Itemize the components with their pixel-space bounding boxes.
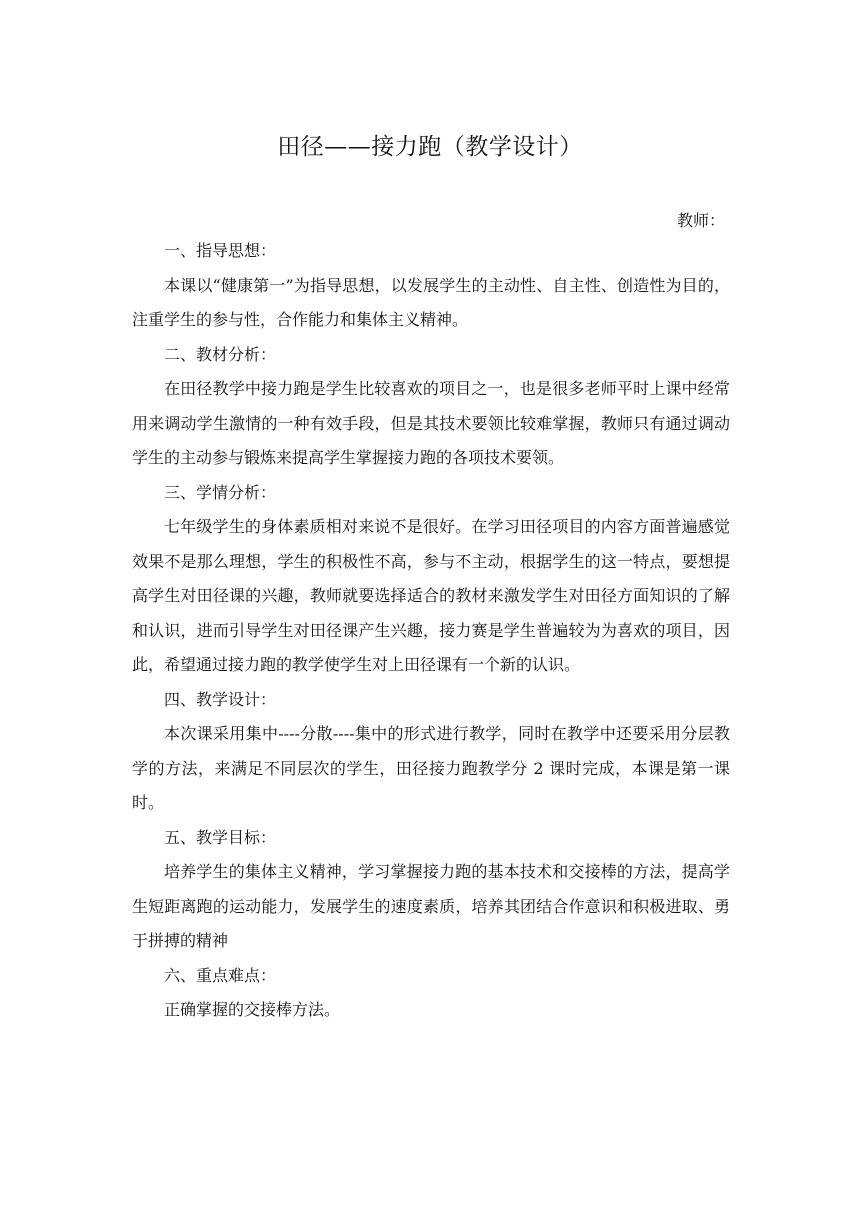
document-title: 田径——接力跑（教学设计）	[277, 134, 583, 160]
paragraph-student-analysis: 七年级学生的身体素质相对来说不是很好。在学习田径项目的内容方面普遍感觉效果不是那么理想，学生的积极性不高，参与不主动，根据学生的这一特点，要想提高学生对田径课的兴趣，教师就要选择适合的教材来激发学生对田径方面知识的了解和认识，进而引导学生对田径课产生兴趣，接力赛是学生普遍较为为喜欢的项目，因此，希望通过接力跑的教学使学生对上田径课有一个新的认识。	[132, 517, 730, 674]
section-heading-guiding-idea: 一、指导思想：	[164, 241, 277, 260]
section-heading-key-points: 六、重点难点：	[164, 965, 277, 985]
paragraph-key-points: 正确掌握的交接棒方法。	[164, 1000, 341, 1019]
section-heading-student-analysis: 三、学情分析：	[164, 482, 277, 502]
section-heading-teaching-design: 四、教学设计：	[164, 689, 277, 709]
paragraph-material-analysis: 在田径教学中接力跑是学生比较喜欢的项目之一，也是很多老师平时上课中经常用来调动学生激情的一种有效手段，但是其技术要领比较难掌握，教师只有通过调动学生的主动参与锻炼来提高学生掌握接力跑的各项技术要领。	[132, 379, 730, 467]
teacher-label: 教师：	[676, 211, 725, 230]
paragraph-teaching-goals: 培养学生的集体主义精神，学习掌握接力跑的基本技术和交接棒的方法，提高学生短距离跑的运动能力，发展学生的速度素质，培养其团结合作意识和积极进取、勇于拼搏的精神	[132, 862, 730, 950]
paragraph-guiding-idea: 本课以“健康第一”为指导思想，以发展学生的主动性、自主性、创造性为目的，注重学生的参与性，合作能力和集体主义精神。	[132, 275, 730, 329]
section-heading-material-analysis: 二、教材分析：	[164, 344, 277, 364]
section-heading-teaching-goals: 五、教学目标：	[164, 827, 277, 847]
paragraph-teaching-design: 本次课采用集中----分散----集中的形式进行教学，同时在教学中还要采用分层教学的方法，来满足不同层次的学生，田径接力跑教学分 2 课时完成，本课是第一课时。	[132, 724, 730, 812]
document-body	[132, 234, 730, 1028]
